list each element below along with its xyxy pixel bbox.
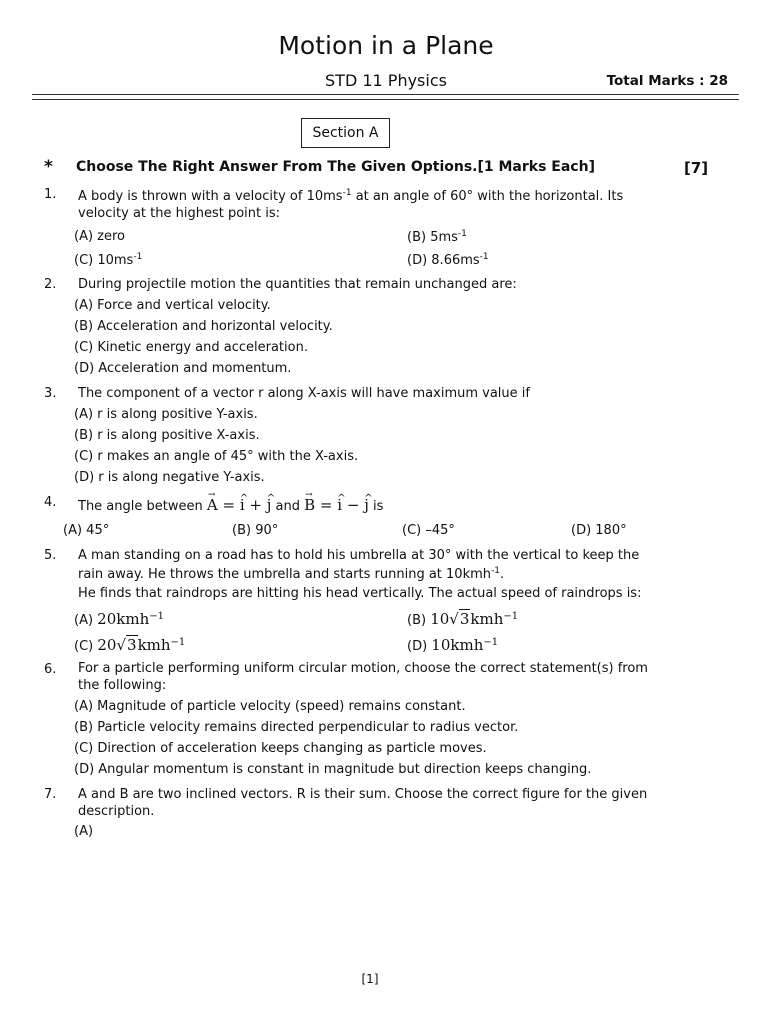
question-number: 5. xyxy=(44,548,57,563)
question-text-part: A body is thrown with a velocity of 10ms xyxy=(78,189,343,204)
question-text-part: The angle between xyxy=(78,499,207,514)
vector-equation-b xyxy=(304,496,369,514)
option-a: (A) 45° xyxy=(63,523,110,538)
header-divider-bottom xyxy=(32,99,739,100)
header-divider-top xyxy=(32,94,739,95)
section-label: Section A xyxy=(301,118,390,148)
question-text-part: rain away. He throws the umbrella and starts running at 10kmh xyxy=(78,567,491,582)
section-instruction: Choose The Right Answer From The Given Options.[1 Marks Each] xyxy=(76,159,595,175)
superscript: −1 xyxy=(503,611,519,622)
unit-vector-i: ^ i xyxy=(337,497,342,514)
question-text-part: velocity at the highest point is: xyxy=(78,206,280,221)
question-text-part: at an angle of 60° with the horizontal. Its xyxy=(351,189,624,204)
plus-sign: + xyxy=(244,496,267,514)
option-b xyxy=(407,230,467,245)
question-text xyxy=(78,497,703,515)
option-a: (A) zero xyxy=(74,229,126,244)
question-number: 7. xyxy=(44,787,57,802)
option-c: (C) –45° xyxy=(402,523,455,538)
question-number: 4. xyxy=(44,495,57,510)
option-value-text: 10 xyxy=(430,610,450,628)
page-number: [1] xyxy=(361,972,379,986)
option-value-text: 20kmh xyxy=(97,610,150,628)
instruction-bullet: * xyxy=(44,157,53,177)
option-a xyxy=(74,610,164,628)
option-a: (A) Magnitude of particle velocity (speed) remains constant. xyxy=(74,699,466,714)
option-d: (D) r is along negative Y-axis. xyxy=(74,470,265,485)
page-title: Motion in a Plane xyxy=(278,31,494,60)
option-value-text: kmh xyxy=(470,610,504,628)
option-b: (B) 90° xyxy=(232,523,279,538)
option-a: (A) Force and vertical velocity. xyxy=(74,298,271,313)
question-number: 6. xyxy=(44,662,57,677)
option-text: (D) 8.66ms xyxy=(407,253,480,268)
square-root: 3 xyxy=(127,636,137,654)
option-text: (B) 5ms xyxy=(407,230,458,245)
superscript: -1 xyxy=(133,252,143,262)
option-b xyxy=(407,610,518,628)
total-marks: Total Marks : 28 xyxy=(606,73,728,89)
equals-sign: = xyxy=(217,496,240,514)
section-marks: [7] xyxy=(684,159,709,177)
equals-sign: = xyxy=(315,496,338,514)
vector-b: → B xyxy=(304,497,315,514)
minus-sign: − xyxy=(342,496,365,514)
option-c xyxy=(74,636,185,654)
question-text xyxy=(78,188,703,222)
unit-vector-j: ^ j xyxy=(364,497,369,514)
option-value-text: kmh xyxy=(137,636,171,654)
option-label: (B) xyxy=(407,613,431,628)
option-a: (A) r is along positive Y-axis. xyxy=(74,407,258,422)
question-text: During projectile motion the quantities that remain unchanged are: xyxy=(78,277,517,292)
question-text xyxy=(78,786,703,820)
option-value-text: 20 xyxy=(97,636,117,654)
superscript: -1 xyxy=(491,566,500,576)
option-c: (C) r makes an angle of 45° with the X-axis. xyxy=(74,449,359,464)
option-b: (B) r is along positive X-axis. xyxy=(74,428,260,443)
option-text: (C) 10ms xyxy=(74,253,134,268)
option-value-text: 10kmh xyxy=(431,636,484,654)
question-text: The component of a vector r along X-axis will have maximum value if xyxy=(78,386,530,401)
question-text-part: A man standing on a road has to hold his umbrella at 30° with the vertical to keep the xyxy=(78,548,640,563)
question-number: 1. xyxy=(44,187,57,202)
option-b: (B) Particle velocity remains directed perpendicular to radius vector. xyxy=(74,720,519,735)
option-label: (A) xyxy=(74,613,98,628)
question-text-part: . xyxy=(499,567,505,582)
question-number: 3. xyxy=(44,386,57,401)
question-text-part: the following: xyxy=(78,678,167,693)
option-c: (C) Kinetic energy and acceleration. xyxy=(74,340,308,355)
option-label: (C) xyxy=(74,639,98,654)
option-value xyxy=(97,610,164,628)
option-value xyxy=(431,636,498,654)
option-d xyxy=(407,253,489,268)
option-value: 10√3kmh$^{-1}$ xyxy=(430,610,519,628)
option-a: (A) xyxy=(74,824,94,839)
square-root: 3 xyxy=(459,610,470,628)
question-text-part: and xyxy=(271,499,305,514)
unit-vector-i: ^ i xyxy=(240,497,245,514)
vector-equation-a xyxy=(207,496,272,514)
superscript: -1 xyxy=(479,252,489,262)
question-number: 2. xyxy=(44,277,57,292)
question-text-part: description. xyxy=(78,804,155,819)
option-d xyxy=(407,636,498,654)
option-c xyxy=(74,253,142,268)
superscript: −1 xyxy=(483,637,499,648)
option-d: (D) Acceleration and momentum. xyxy=(74,361,292,376)
question-text-part: He finds that raindrops are hitting his head vertically. The actual speed of raindrops is: xyxy=(78,586,642,601)
unit-vector-j: ^ j xyxy=(267,497,272,514)
option-value: 20√3kmh$^{-1}$ xyxy=(97,636,186,654)
option-b: (B) Acceleration and horizontal velocity. xyxy=(74,319,333,334)
question-text xyxy=(78,660,703,694)
vector-a: → A xyxy=(207,497,218,514)
question-text-part: For a particle performing uniform circular motion, choose the correct statement(s) from xyxy=(78,661,648,676)
option-label: (D) xyxy=(407,639,432,654)
superscript: -1 xyxy=(457,229,467,239)
superscript: -1 xyxy=(342,188,352,198)
question-text-part: is xyxy=(368,499,384,514)
question-text-part: A and B are two inclined vectors. R is their sum. Choose the correct figure for the given xyxy=(78,787,648,802)
question-text xyxy=(78,546,703,603)
option-c: (C) Direction of acceleration keeps changing as particle moves. xyxy=(74,741,487,756)
page-subtitle: STD 11 Physics xyxy=(325,71,447,90)
superscript: −1 xyxy=(170,637,186,648)
option-d: (D) 180° xyxy=(571,523,627,538)
superscript: −1 xyxy=(149,611,164,622)
option-d: (D) Angular momentum is constant in magnitude but direction keeps changing. xyxy=(74,762,592,777)
